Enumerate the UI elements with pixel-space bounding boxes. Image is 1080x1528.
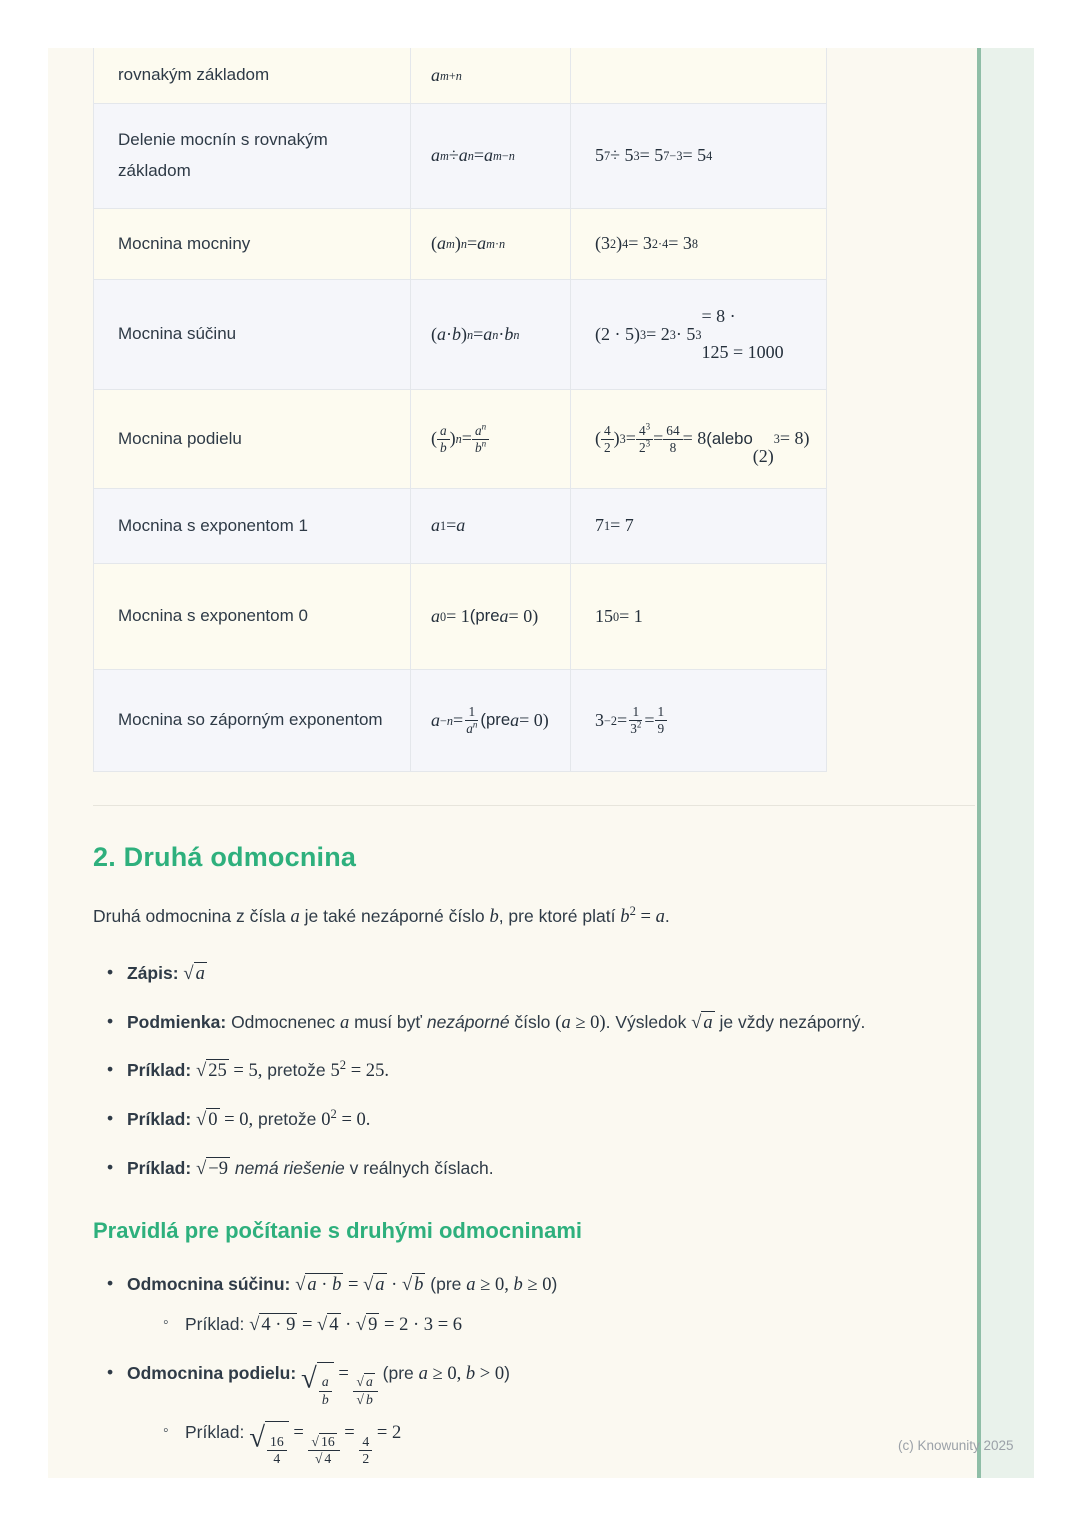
rule-formula: a 1 = a — [410, 489, 570, 563]
rule-name: rovnakým základom — [118, 65, 270, 85]
powers-rules-table — [93, 48, 827, 772]
table-row — [94, 669, 826, 771]
sub-list — [127, 1300, 983, 1340]
rule-example: 7 1 = 7 — [570, 489, 826, 563]
copyright-notice: (c) Knowunity 2025 — [898, 1438, 1014, 1453]
section-heading: 2. Druhá odmocnina — [93, 842, 357, 872]
section-divider — [93, 805, 975, 806]
sub-list-item: ◦ Príklad: √ $\frac{16}{4}$ = $\frac{√ 16}{√ 4}$ = $\frac{4}{2}$ = 2 — [163, 1418, 983, 1467]
rule-example: 5 7 ÷ 5 3 = 5 7−3 = 5 4 — [570, 104, 826, 208]
rule-name: Mocnina s exponentom 0 — [118, 606, 308, 626]
rule-example — [570, 48, 826, 103]
rule-example: 15 0 = 1 — [570, 564, 826, 669]
rule-name: Delenie mocnín s rovnakým základom — [118, 130, 328, 180]
table-row — [94, 48, 826, 103]
subsection-heading: Pravidlá pre počítanie s druhými odmocninami — [93, 1218, 583, 1244]
section-intro: Druhá odmocnina z čísla a je také nezáporné číslo b, pre ktoré platí $b^2 = a$. — [93, 904, 670, 928]
rule-name: Mocnina súčinu — [118, 324, 237, 344]
list-item: • Príklad: √ −9 nemá riešenie v reálnych číslach. — [105, 1154, 983, 1184]
rule-example: 3 −2 = $\frac{1}{3^2}$ = $\frac{1}{9}$ — [570, 670, 826, 771]
rule-formula: ( a m ) n = a m·n — [410, 209, 570, 279]
rule-example: (2 · 5) 3 = 2 3 · 5 3 = 8 · 125 = 1000 — [570, 280, 826, 389]
document-page — [48, 48, 1034, 1478]
rule-name: Mocnina s exponentom 1 — [118, 515, 308, 535]
rule-name: Mocnina so záporným exponentom — [118, 710, 383, 730]
list-item: • Príklad: √ 0 = 0, pretože $0^2 = 0$. — [105, 1105, 983, 1135]
rule-formula: a m ÷ a n = a m−n — [410, 104, 570, 208]
section-content — [93, 836, 983, 1487]
list-item — [105, 1270, 983, 1339]
table-row — [94, 488, 826, 563]
rule-formula: a −n = $\frac{1}{a^n}$ (pre a = 0) — [410, 670, 570, 771]
rule-example: ( $\frac{4}{2}$ ) 3 = $\frac{4^3}{2^3}$ = $\frac{64}{8}$ = 8 (alebo (2) 3 = 8) — [570, 390, 826, 488]
table-row — [94, 563, 826, 669]
table-row — [94, 103, 826, 208]
list-item: • Zápis: √ a — [105, 959, 983, 989]
rules-bullet-list — [93, 1270, 983, 1467]
rule-name: Mocnina podielu — [118, 428, 242, 448]
list-item: • Podmienka: Odmocnenec a musí byť nezáporné číslo (a ≥ 0). Výsledok √ a je vždy nezáporný. — [105, 1008, 983, 1038]
list-item: • Príklad: √ 25 = 5, pretože $5^2 = 25$. — [105, 1056, 983, 1086]
rule-formula: a m+n — [410, 48, 570, 103]
rule-example: (3 2 ) 4 = 3 2·4 = 3 8 — [570, 209, 826, 279]
stripe-light-fill — [981, 48, 1034, 1478]
rule-statement: Odmocnina podielu: √ $\frac{a}{b}$ = $\frac{√ a}{√ b}$ (pre a ≥ 0, b > 0) — [127, 1362, 510, 1407]
right-accent-stripe — [977, 48, 1034, 1478]
table-row — [94, 208, 826, 279]
sub-list-item: ◦ Príklad: √ 4 · 9 = √ 4 · √ 9 = 2 · 3 = 6 — [163, 1310, 983, 1340]
definition-bullet-list — [93, 959, 983, 1183]
rule-name: Mocnina mocniny — [118, 233, 251, 253]
rule-formula: ( a · b ) n = a n · b n — [410, 280, 570, 389]
rule-formula: a 0 = 1 (pre a = 0) — [410, 564, 570, 669]
rule-statement: Odmocnina súčinu: √ a · b = √ a · √ b (pre a ≥ 0, b ≥ 0) — [127, 1274, 558, 1296]
rule-formula: ( $\frac{a}{b}$ ) n = $\frac{a^n}{b^n}$ — [410, 390, 570, 488]
table-row — [94, 279, 826, 389]
table-row — [94, 389, 826, 488]
sub-list — [127, 1408, 983, 1467]
list-item — [105, 1359, 983, 1468]
